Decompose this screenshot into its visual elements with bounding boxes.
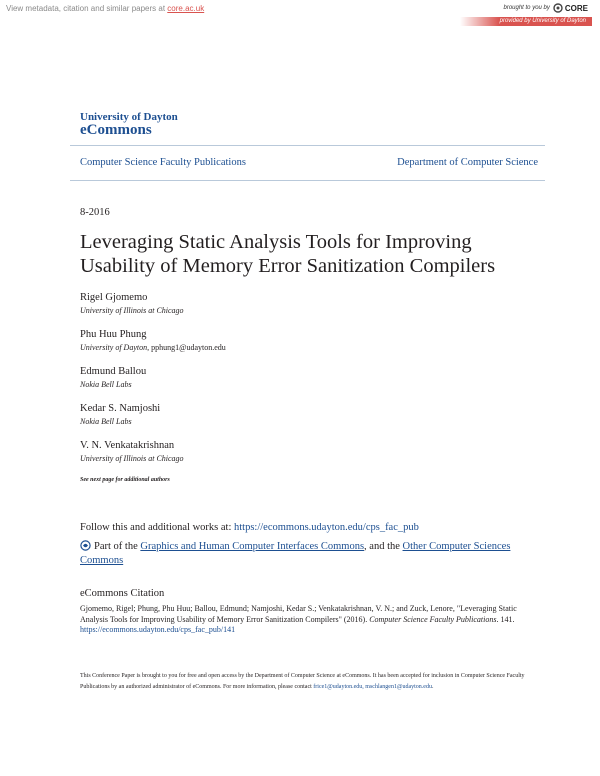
partof-mid: , and the	[364, 541, 403, 552]
title-line-2: Usability of Memory Error Sanitization Compilers	[80, 255, 496, 277]
follow-prefix: Follow this and additional works at:	[80, 522, 234, 533]
university-name[interactable]: University of Dayton	[80, 111, 178, 123]
graphics-hci-commons-link[interactable]: Graphics and Human Computer Interfaces Commons	[140, 541, 365, 552]
department-link[interactable]: Department of Computer Science	[397, 157, 538, 168]
see-next-page-note: See next page for additional authors	[80, 477, 170, 483]
header-divider-bottom	[70, 180, 545, 181]
author-email: , pphung1@udayton.edu	[147, 343, 226, 352]
author-entry	[80, 402, 540, 439]
author-name: Kedar S. Namjoshi	[80, 403, 161, 414]
author-affiliation: Nokia Bell Labs	[80, 417, 132, 426]
core-logo[interactable]	[553, 3, 588, 13]
author-affiliation: University of Illinois at Chicago	[80, 306, 184, 315]
author-affiliation: University of Illinois at Chicago	[80, 454, 184, 463]
citation-url-link[interactable]: https://ecommons.udayton.edu/cps_fac_pub/141	[80, 625, 236, 634]
core-banner	[0, 0, 600, 30]
author-name: Edmund Ballou	[80, 366, 147, 377]
part-of-commons	[80, 540, 530, 568]
paper-title	[80, 230, 560, 278]
partof-prefix: Part of the	[94, 541, 141, 552]
brought-by-text: brought to you by	[503, 5, 550, 11]
access-notice	[80, 671, 540, 692]
citation-text	[80, 604, 530, 636]
author-name: V. N. Venkatakrishnan	[80, 440, 175, 451]
citation-journal: Computer Science Faculty Publications	[369, 614, 497, 624]
citation-heading: eCommons Citation	[80, 588, 165, 599]
author-entry	[80, 439, 540, 476]
author-entry	[80, 328, 540, 365]
follow-works	[80, 522, 419, 533]
repository-name[interactable]: eCommons	[80, 122, 152, 138]
author-list	[80, 291, 540, 476]
core-view-prefix: View metadata, citation and similar papers at	[6, 4, 168, 13]
notice-text: This Conference Paper is brought to you for free and open access by the Department of Computer Science at eCommons. It has been accepted for inclusion in Computer Science Faculty Publications by an authorized administrator of eCommons. For more information, please contact	[80, 673, 525, 690]
header-divider-top	[70, 145, 545, 146]
core-link[interactable]: core.ac.uk	[167, 4, 205, 13]
core-logo-text: CORE	[564, 3, 588, 13]
citation-main: Gjomemo, Rigel; Phung, Phu Huu; Ballou, Edmund; Namjoshi, Kedar S.; Venkatakrishnan, V. N.; and Zuck, Lenore, "Leveraging Static Analysis Tools for Improving Usability of Memory Error Sanitization Compilers" (2016).	[80, 604, 517, 624]
author-entry	[80, 365, 540, 402]
follow-url-link[interactable]: https://ecommons.udayton.edu/cps_fac_pub	[234, 522, 419, 533]
brought-to-you	[504, 3, 589, 13]
core-view-metadata	[6, 4, 204, 13]
author-affiliation: University of Dayton, pphung1@udayton.edu	[80, 343, 226, 352]
core-logo-icon	[553, 3, 563, 13]
author-name: Rigel Gjomemo	[80, 292, 148, 303]
title-line-1: Leveraging Static Analysis Tools for Improving	[80, 231, 472, 253]
notice-end: .	[431, 683, 434, 690]
author-entry	[80, 291, 540, 328]
other-cs-commons-link[interactable]: Other Computer Sciences Commons	[80, 541, 511, 566]
bepress-commons-icon	[80, 540, 91, 551]
author-name: Phu Huu Phung	[80, 329, 147, 340]
citation-number: . 141.	[496, 614, 515, 624]
provided-by[interactable]: provided by University of Dayton	[460, 17, 592, 26]
author-affiliation: Nokia Bell Labs	[80, 380, 132, 389]
publication-date: 8-2016	[80, 207, 110, 218]
contact-emails-link[interactable]: frice1@udayton.edu, mschlangen1@udayton.edu	[313, 683, 432, 690]
collection-link[interactable]: Computer Science Faculty Publications	[80, 157, 246, 168]
